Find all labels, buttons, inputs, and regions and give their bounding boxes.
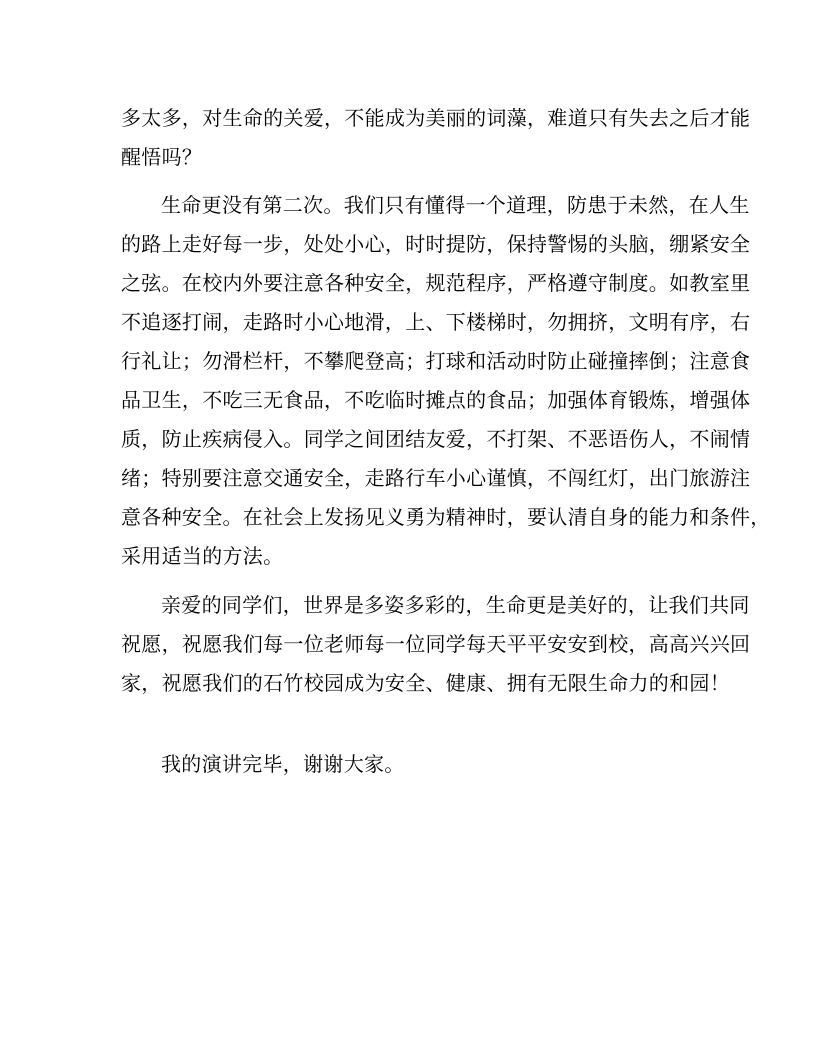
paragraph-first-line: 亲爱的同学们，世界是多姿多彩的，生命更是美好的，让我们共同 <box>161 593 750 617</box>
text-line: 的路上走好每一步，处处小心，时时提防，保持警惕的头脑，绷紧安全 <box>121 232 751 256</box>
text-line: 绪；特别要注意交通安全，走路行车小心谨慎，不闯红灯，出门旅游注 <box>121 466 751 490</box>
text-line: 不追逐打闹，走路时小心地滑，上、下楼梯时，勿拥挤，文明有序，右 <box>121 310 751 334</box>
text-line: 质，防止疾病侵入。同学之间团结友爱，不打架、不恶语伤人，不闹情 <box>121 427 751 451</box>
text-line: 采用适当的方法。 <box>121 544 284 568</box>
paragraph-first-line: 生命更没有第二次。我们只有懂得一个道理，防患于未然，在人生 <box>161 193 750 217</box>
text-line: 醒悟吗？ <box>121 145 203 169</box>
text-line: 多太多，对生命的关爱，不能成为美丽的词藻，难道只有失去之后才能 <box>121 106 751 130</box>
text-line: 祝愿，祝愿我们每一位老师每一位同学每天平平安安到校，高高兴兴回 <box>121 632 751 656</box>
text-line: 家，祝愿我们的石竹校园成为安全、健康、拥有无限生命力的和园！ <box>121 671 730 695</box>
closing-line: 我的演讲完毕，谢谢大家。 <box>161 752 405 776</box>
text-line: 品卫生，不吃三无食品，不吃临时摊点的食品；加强体育锻炼，增强体 <box>121 388 751 412</box>
text-line: 意各种安全。在社会上发扬见义勇为精神时，要认清自身的能力和条件， <box>121 505 771 529</box>
text-line: 之弦。在校内外要注意各种安全，规范程序，严格遵守制度。如教室里 <box>121 271 751 295</box>
text-line: 行礼让；勿滑栏杆，不攀爬登高；打球和活动时防止碰撞摔倒；注意食 <box>121 349 751 373</box>
